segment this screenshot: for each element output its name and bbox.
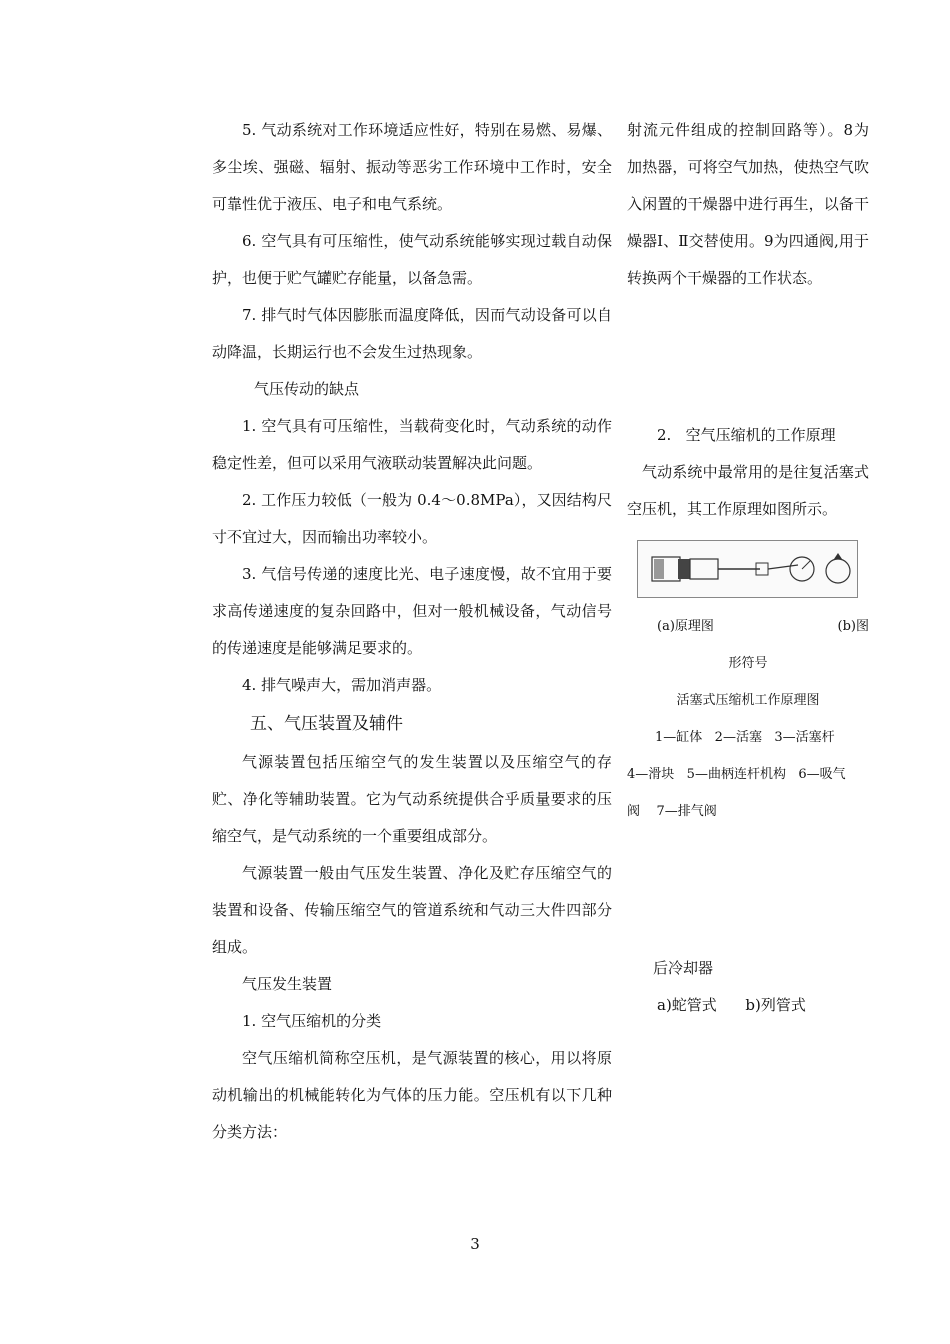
paragraph-continued: 射流元件组成的控制回路等）。8为加热器，可将空气加热，使热空气吹入闲置的干燥器中进行再生，以备干燥器Ⅰ、Ⅱ交替使用。9为四通阀,用于转换两个干燥器的工作状态。 xyxy=(627,121,869,287)
symbol-arrow-shape xyxy=(834,553,842,559)
subheading-generator: 气压发生装置 xyxy=(242,975,333,993)
figure-legend-1: 1—缸体 2—活塞 3—活塞杆 xyxy=(655,730,835,745)
figure-title: 活塞式压缩机工作原理图 xyxy=(676,693,820,708)
crank-arm-shape xyxy=(802,561,810,569)
paragraph-disadvantage-2: 2. 工作压力较低（一般为 0.4～0.8MPa），又因结构尺寸不宜过大，因而输出功率较小。 xyxy=(212,491,612,546)
subheading-classification: 1. 空气压缩机的分类 xyxy=(242,1012,382,1030)
spacer xyxy=(627,297,869,417)
cooler-types-caption: a)蛇管式 b)列管式 xyxy=(657,996,806,1014)
valve-block-shape xyxy=(654,559,664,579)
paragraph-advantage-5: 5. 气动系统对工作环境适应性好，特别在易燃、易爆、多尘埃、强磁、辐射、振动等恶劣工作环境中工作时，安全可靠性优于液压、电子和电气系统。 xyxy=(212,121,612,213)
paragraph-disadvantage-4: 4. 排气噪声大，需加消声器。 xyxy=(242,676,442,694)
figure-label-a: (a)原理图 xyxy=(657,619,714,634)
paragraph-section5-1: 气源装置包括压缩空气的发生装置以及压缩空气的存贮、净化等辅助装置。它为气动系统提供合乎质量要求的压缩空气，是气动系统的一个重要组成部分。 xyxy=(212,753,612,845)
right-column xyxy=(627,112,869,1024)
left-column xyxy=(212,112,612,1151)
figure-labels xyxy=(627,608,869,645)
cooler-caption: 后冷却器 xyxy=(653,959,714,977)
subheading-disadvantages: 气压传动的缺点 xyxy=(254,380,360,398)
symbol-circle-shape xyxy=(826,559,850,583)
figure-label-b-cont: 形符号 xyxy=(728,656,768,671)
paragraph-classification: 空气压缩机简称空压机，是气源装置的核心，用以将原动机输出的机械能转化为气体的压力能。空压机有以下几种分类方法： xyxy=(212,1049,612,1141)
figure-legend-2: 4—滑块 5—曲柄连杆机构 6—吸气阀 7—排气阀 xyxy=(627,767,846,819)
section-heading-5: 五、气压装置及辅件 xyxy=(250,714,403,734)
spacer xyxy=(627,830,869,950)
compressor-diagram xyxy=(638,541,857,597)
piston-shape xyxy=(678,559,690,579)
paragraph-disadvantage-3: 3. 气信号传递的速度比光、电子速度慢，故不宜用于要求高传递速度的复杂回路中，但对一般机械设备，气动信号的传递速度是能够满足要求的。 xyxy=(212,565,612,657)
paragraph-disadvantage-1: 1. 空气具有可压缩性，当载荷变化时，气动系统的动作稳定性差，但可以采用气液联动装置解决此问题。 xyxy=(212,417,612,472)
paragraph-section5-2: 气源装置一般由气压发生装置、净化及贮存压缩空气的装置和设备、传输压缩空气的管道系统和气动三大件四部分组成。 xyxy=(212,864,612,956)
figure-label-b: (b)图 xyxy=(837,619,869,634)
paragraph-advantage-6: 6. 空气具有可压缩性，使气动系统能够实现过载自动保护，也便于贮气罐贮存能量，以备急需。 xyxy=(212,232,612,287)
connecting-rod-shape xyxy=(768,565,798,569)
page-number: 3 xyxy=(470,1235,480,1253)
paragraph-working-principle: 气动系统中最常用的是往复活塞式空压机，其工作原理如图所示。 xyxy=(627,463,869,518)
compressor-figure xyxy=(637,540,858,598)
paragraph-advantage-7: 7. 排气时气体因膨胀而温度降低，因而气动设备可以自动降温，长期运行也不会发生过热现象。 xyxy=(212,306,612,361)
subheading-working-principle: 2. 空气压缩机的工作原理 xyxy=(657,426,836,444)
chamber-shape xyxy=(690,559,718,579)
